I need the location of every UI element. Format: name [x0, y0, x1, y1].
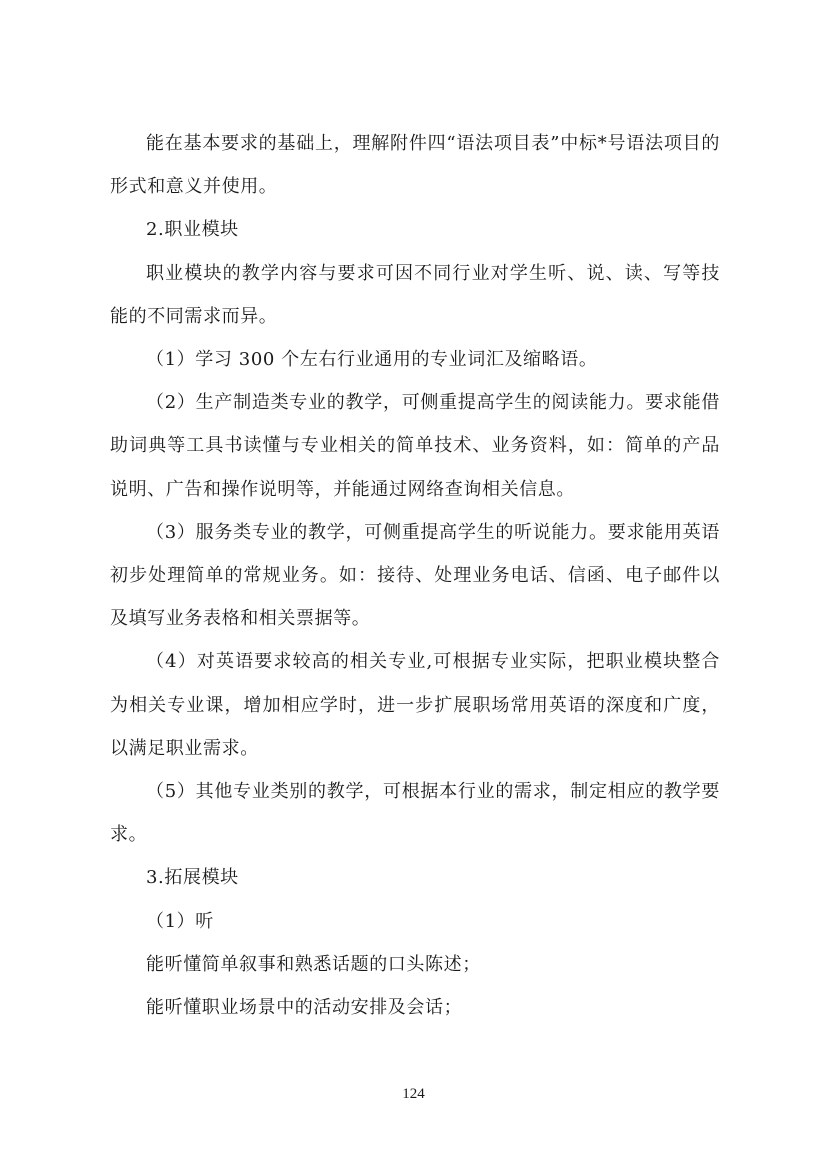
document-body [110, 122, 720, 1029]
page-number: 124 [402, 1086, 425, 1102]
list-item-other-majors: （5）其他专业类别的教学，可根据本行业的需求，制定相应的教学要求。 [110, 781, 720, 846]
paragraph-listening-workplace: 能听懂职业场景中的活动安排及会话； [146, 997, 463, 1019]
list-item-manufacturing: （2）生产制造类专业的教学，可侧重提高学生的阅读能力。要求能借助词典等工具书读懂与专业相关的简单技术、业务资料，如：简单的产品说明、广告和操作说明等，并能通过网络查询相关信息。 [110, 392, 720, 500]
list-item-service: （3）服务类专业的教学，可侧重提高学生的听说能力。要求能用英语初步处理简单的常规业务。如：接待、处理业务电话、信函、电子邮件以及填写业务表格和相关票据等。 [110, 521, 720, 630]
section-heading-vocational-module: 2.职业模块 [146, 219, 239, 241]
paragraph-grammar-requirement: 能在基本要求的基础上，理解附件四“语法项目表”中标*号语法项目的形式和意义并使用。 [110, 133, 720, 198]
paragraph-listening-narrative: 能听懂简单叙事和熟悉话题的口头陈述； [146, 953, 481, 975]
list-item-high-requirement: （4）对英语要求较高的相关专业,可根据专业实际，把职业模块整合为相关专业课，增加相应学时，进一步扩展职场常用英语的深度和广度，以满足职业需求。 [110, 651, 720, 759]
subheading-listening: （1）听 [146, 910, 214, 932]
paragraph-vocational-intro: 职业模块的教学内容与要求可因不同行业对学生听、说、读、写等技能的不同需求而异。 [110, 262, 720, 327]
list-item-vocabulary: （1）学习 300 个左右行业通用的专业词汇及缩略语。 [146, 349, 598, 371]
section-heading-extension-module: 3.拓展模块 [146, 867, 239, 889]
